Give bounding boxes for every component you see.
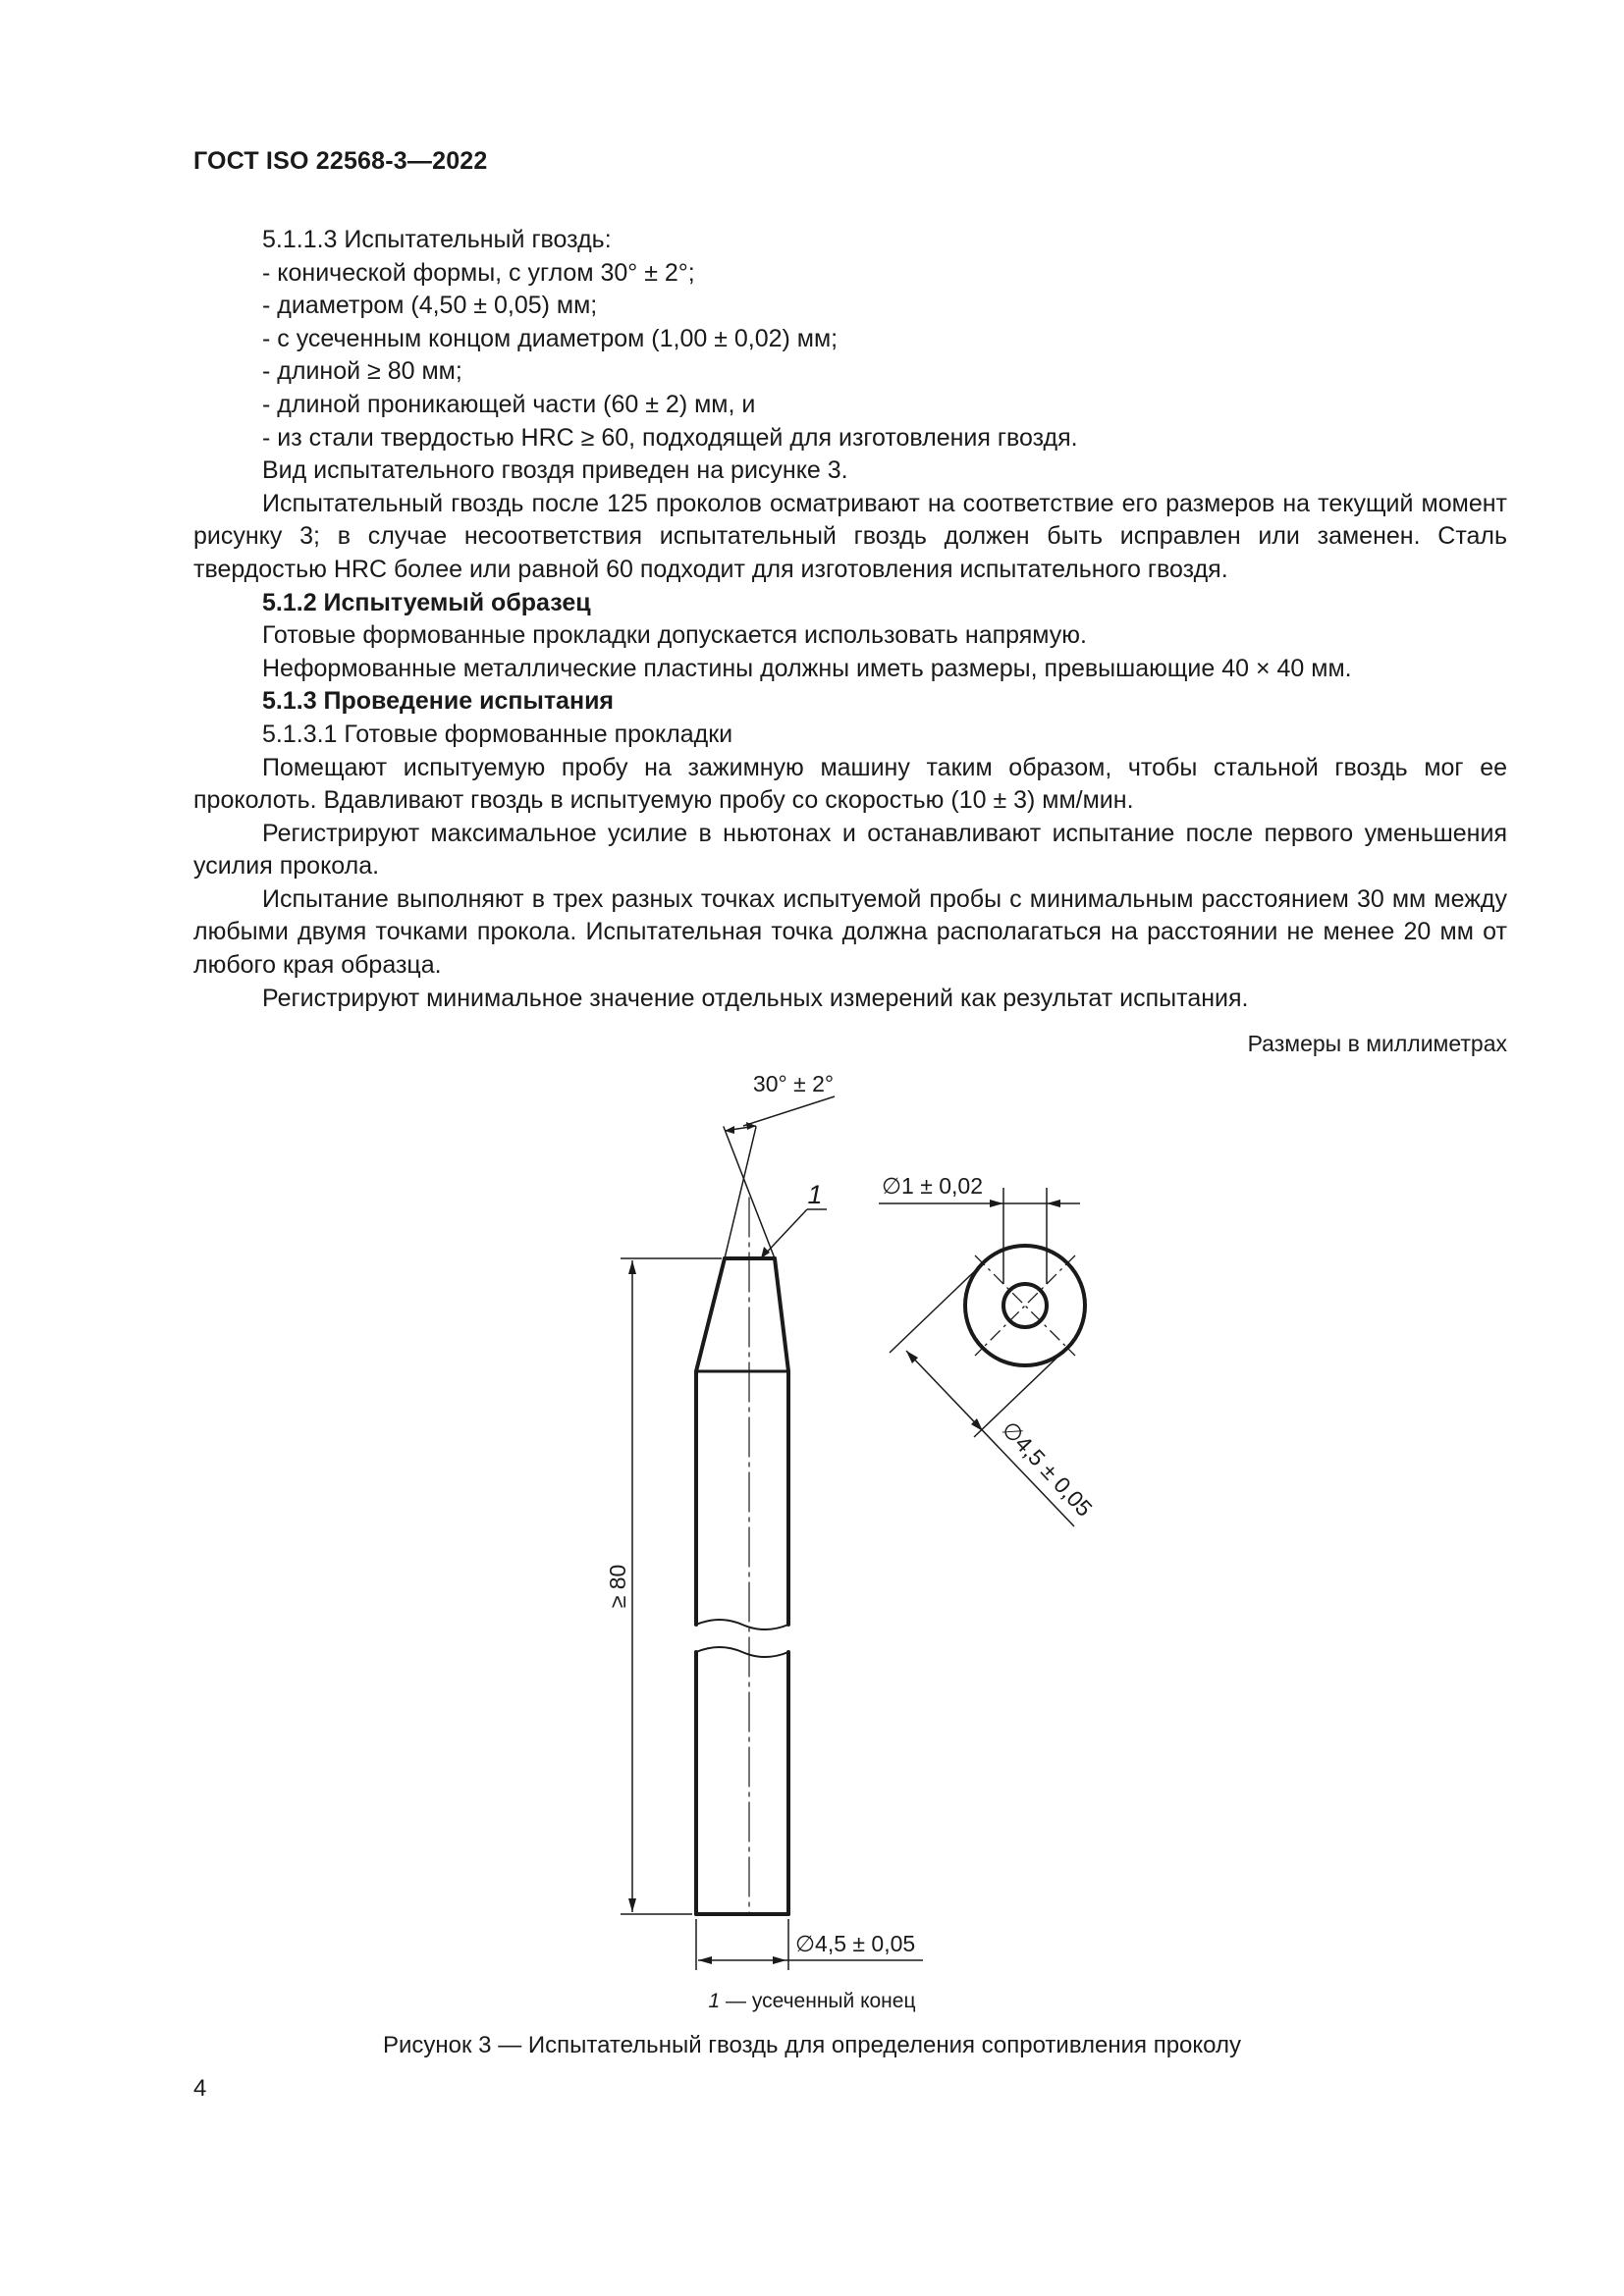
list-item: - из стали твердостью HRC ≥ 60, подходящей для изготовления гвоздя.	[262, 423, 1078, 452]
figure-3	[0, 1060, 1624, 2032]
cone-edge	[775, 1258, 788, 1371]
paragraph: Регистрируют максимальное усилие в ньютонах и останавливают испытание после первого уменьшения усилия прокола.	[193, 819, 1507, 881]
page-number: 4	[193, 2075, 207, 2102]
clause-5-1-2-title: 5.1.2 Испытуемый образец	[262, 588, 591, 616]
nail-drawing	[0, 1060, 1624, 2032]
paragraph: Испытательный гвоздь после 125 проколов осматривают на соответствие его размеров на текущий момент рисунку 3; в случае несоответствия испытательный гвоздь должен быть исправлен или заменен. Сталь твердостью HRC более или равной 60 подходит для изготовления испытательного гвоздя.	[193, 489, 1507, 583]
dimension-length	[621, 1258, 722, 1914]
top-diameter-label: ∅4,5 ± 0,05	[997, 1415, 1098, 1522]
cone-edge	[696, 1258, 725, 1371]
list-item: - с усеченным концом диаметром (1,00 ± 0,02) мм;	[262, 324, 839, 352]
paragraph: Неформованные металлические пластины должны иметь размеры, превышающие 40 × 40 мм.	[262, 654, 1352, 682]
list-item: - длиной ≥ 80 мм;	[262, 357, 462, 386]
list-item: - конической формы, с углом 30° ± 2°;	[262, 258, 695, 287]
break-line	[696, 1647, 788, 1657]
apex-construction-line	[725, 1127, 756, 1258]
document-header: ГОСТ ISO 22568-3—2022	[193, 147, 488, 175]
body-text	[193, 224, 1507, 1015]
paragraph: Помещают испытуемую пробу на зажимную машину таким образом, чтобы стальной гвоздь мог ее проколоть. Вдавливают гвоздь в испытуемую пробу со скоростью (10 ± 3) мм/мин.	[193, 753, 1507, 815]
figure-caption: Рисунок 3 — Испытательный гвоздь для определения сопротивления проколу	[383, 2032, 1241, 2058]
paragraph: Регистрируют минимальное значение отдельных измерений как результат испытания.	[262, 984, 1249, 1012]
units-note: Размеры в миллиметрах	[1247, 1031, 1507, 1056]
figure-legend	[0, 1990, 1624, 2013]
length-label: ≥ 80	[605, 1564, 630, 1609]
apex-construction-line	[724, 1127, 775, 1258]
callout-1-label: 1	[807, 1180, 823, 1209]
clause-5-1-1-3-title: 5.1.1.3 Испытательный гвоздь:	[262, 226, 612, 253]
legend-key: 1	[708, 1990, 721, 2012]
angle-label: 30° ± 2°	[752, 1071, 835, 1096]
paragraph: Испытание выполняют в трех разных точках испытуемой пробы с минимальным расстоянием 30 мм между любыми двумя точками прокола. Испытательная точка должна располагаться на расстоянии не менее 20 мм от любого края образца.	[193, 884, 1507, 980]
list-item: - длиной проникающей части (60 ± 2) мм, и	[262, 390, 756, 418]
clause-5-1-3-1-title: 5.1.3.1 Готовые формованные прокладки	[262, 720, 733, 748]
shank-diameter-label: ∅4,5 ± 0,05	[795, 1931, 916, 1956]
callout-1-leader	[761, 1209, 827, 1258]
clause-5-1-3-title: 5.1.3 Проведение испытания	[262, 687, 615, 716]
paragraph: Готовые формованные прокладки допускается использовать напрямую.	[262, 621, 1087, 650]
break-line	[696, 1620, 788, 1629]
dimension-angle	[725, 1096, 835, 1134]
list-item: - диаметром (4,50 ± 0,05) мм;	[262, 292, 598, 320]
tip-diameter-label: ∅1 ± 0,02	[882, 1173, 983, 1199]
paragraph: Вид испытательного гвоздя приведен на рисунке 3.	[262, 456, 848, 485]
legend-text: — усеченный конец	[720, 1990, 916, 2012]
